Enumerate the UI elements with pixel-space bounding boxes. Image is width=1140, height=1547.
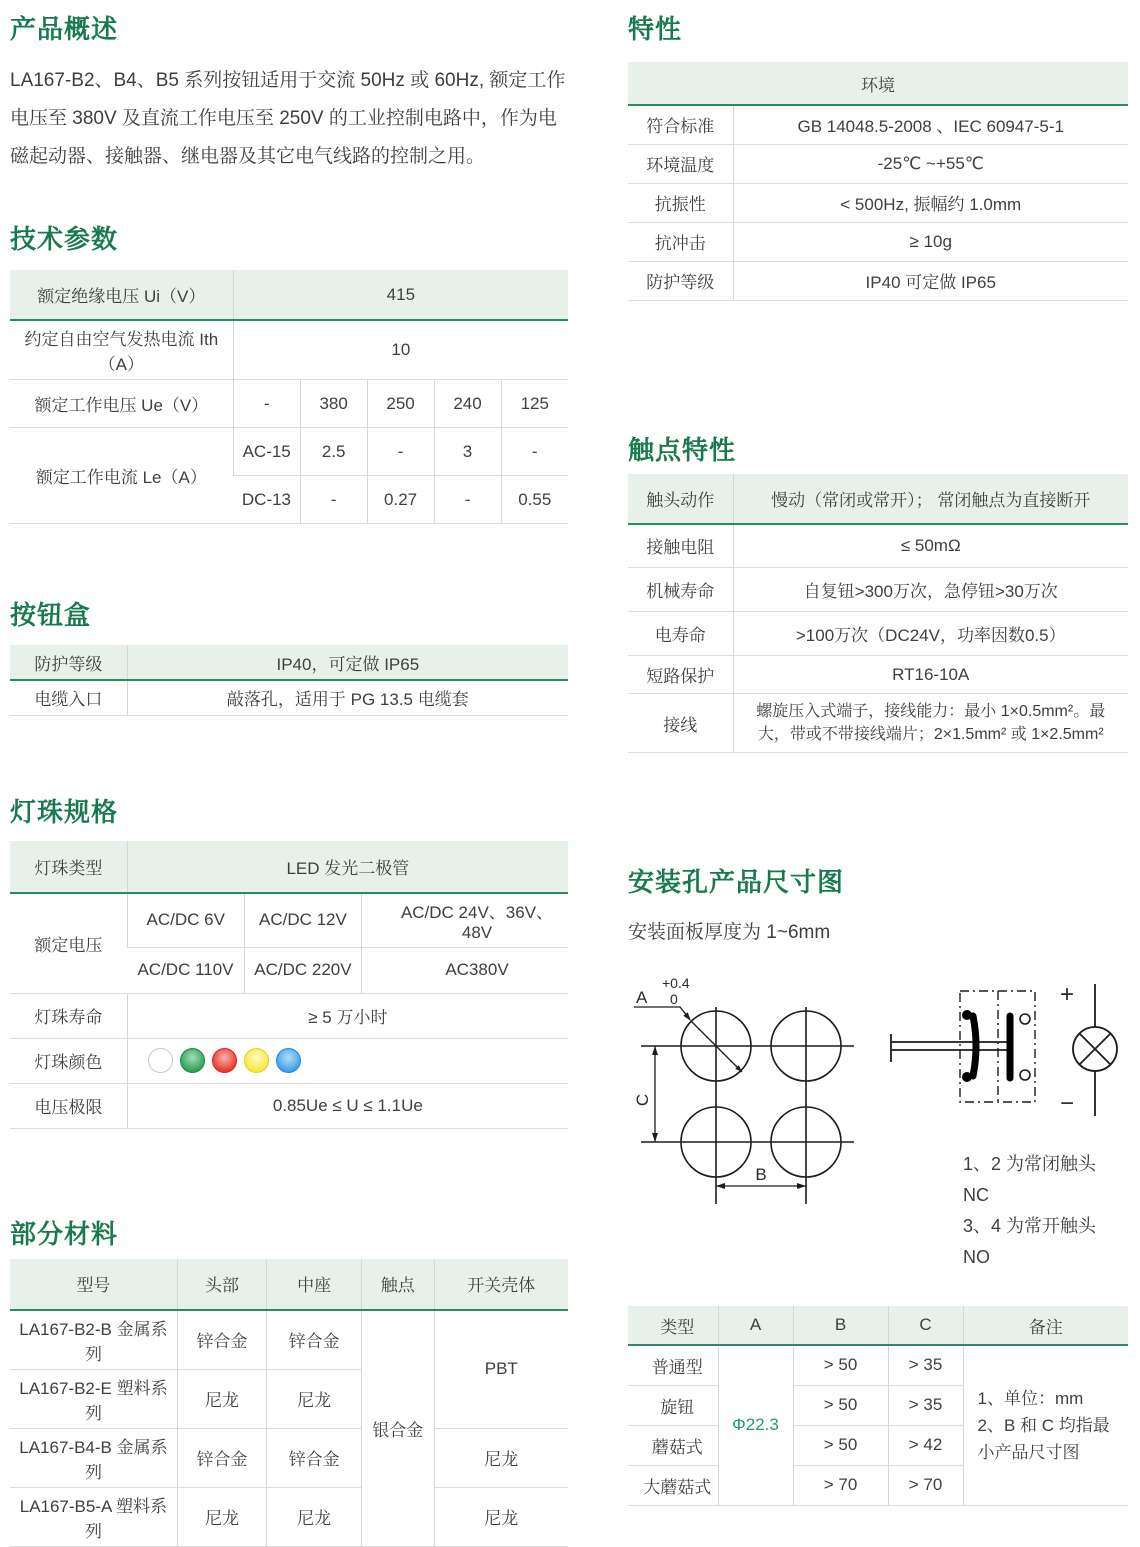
cell: 蘑菇式 [628, 1425, 718, 1465]
cell: 尼龙 [434, 1428, 568, 1487]
table-row [628, 183, 1128, 222]
cell: > 70 [793, 1465, 888, 1505]
row-label: 触头动作 [628, 474, 733, 524]
cell: LA167-B2-B 金属系列 [10, 1310, 177, 1370]
right-column [628, 12, 1128, 1547]
table-row [628, 524, 1128, 568]
table-row [10, 428, 568, 476]
dim-label-b: B [755, 1165, 767, 1184]
cell: 250 [367, 380, 434, 428]
plus-terminal-label: + [1059, 981, 1075, 1008]
minus-terminal-label: − [1059, 1090, 1075, 1117]
cell: 敲落孔，适用于 PG 13.5 电缆套 [127, 680, 568, 715]
features-table [628, 62, 1128, 301]
cell: 锌合金 [177, 1310, 266, 1370]
cell: 10 [233, 320, 568, 380]
row-label: 电压极限 [10, 1083, 127, 1128]
cell: 锌合金 [267, 1310, 362, 1370]
cell: > 35 [888, 1385, 963, 1425]
section-title-button-box: 按钮盒 [10, 600, 92, 630]
table-row [628, 144, 1128, 183]
section-title-led-spec: 灯珠规格 [10, 796, 119, 827]
cell: - [367, 428, 434, 476]
table-row [10, 841, 568, 893]
row-label: 灯珠颜色 [10, 1038, 127, 1083]
dimension-diagrams [628, 974, 1128, 1273]
caption-nc: 1、2 为常闭触头 NC [963, 1154, 1097, 1205]
row-label: 环境温度 [628, 144, 733, 183]
cell: -25℃ ~+55℃ [733, 144, 1128, 183]
cell: 0.55 [501, 476, 568, 524]
cell: AC-15 [233, 428, 300, 476]
cell: LA167-B5-A 塑料系列 [10, 1487, 177, 1546]
cell: DC-13 [233, 476, 300, 524]
row-label: 抗冲击 [628, 222, 733, 261]
table-row [628, 694, 1128, 753]
table-header-row [628, 1306, 1128, 1345]
table-row [10, 645, 568, 680]
cell: LA167-B2-E 塑料系列 [10, 1369, 177, 1428]
column-header: 头部 [177, 1259, 266, 1310]
cell: 普通型 [628, 1345, 718, 1385]
dim-tolerance-lower: 0 [670, 991, 678, 1007]
cell: IP40，可定做 IP65 [127, 645, 568, 680]
column-header: C [888, 1306, 963, 1345]
cell: LED 发光二极管 [127, 841, 568, 893]
cell: 银合金 [362, 1310, 435, 1547]
cell: ≥ 10g [733, 222, 1128, 261]
cell: 380 [300, 380, 367, 428]
table-row [628, 222, 1128, 261]
cell: 0.85Ue ≤ U ≤ 1.1Ue [127, 1083, 568, 1128]
product-overview-text: LA167-B2、B4、B5 系列按钮适用于交流 50Hz 或 60Hz, 额定工作电压至 380V 及直流工作电压至 250V 的工业控制电路中，作为电磁起动器、接触器、继电器及其它电气线路的控制之用。 [10, 70, 566, 167]
cell: 2.5 [300, 428, 367, 476]
led-color-dot-green [180, 1048, 205, 1073]
dim-label-c: C [633, 1093, 652, 1107]
cell: 尼龙 [177, 1487, 266, 1546]
led-color-dot-white [148, 1048, 173, 1073]
table-row [10, 680, 568, 715]
cell: - [501, 428, 568, 476]
table-row [10, 1428, 568, 1487]
column-header: B [793, 1306, 888, 1345]
left-column [10, 12, 568, 1547]
row-label: 符合标准 [628, 105, 733, 144]
section-title-features: 特性 [628, 14, 683, 44]
cell: 尼龙 [267, 1369, 362, 1428]
table-row [10, 893, 568, 948]
column-header: A [718, 1306, 793, 1345]
table-row [10, 380, 568, 428]
table-row [10, 1487, 568, 1546]
cell: > 35 [888, 1345, 963, 1385]
cell: 旋钮 [628, 1385, 718, 1425]
cell: 自复钮>300万次，急停钮>30万次 [733, 568, 1128, 612]
row-label: 接触电阻 [628, 524, 733, 568]
row-label: 额定工作电流 Le（A） [10, 428, 233, 524]
dim-tolerance-upper: +0.4 [662, 975, 690, 991]
cell: 尼龙 [177, 1369, 266, 1428]
led-color-dots [134, 1048, 562, 1073]
cell: ≤ 50mΩ [733, 524, 1128, 568]
cell: AC/DC 220V [244, 947, 361, 993]
row-label: 额定绝缘电压 Ui（V） [10, 270, 233, 320]
materials-table [10, 1259, 568, 1547]
cell: - [434, 476, 501, 524]
panel-thickness-note: 安装面板厚度为 1~6mm [628, 922, 831, 943]
row-label: 灯珠寿命 [10, 993, 127, 1038]
row-label: 额定工作电压 Ue（V） [10, 380, 233, 428]
cell: 415 [233, 270, 568, 320]
section-title-mounting-dimensions: 安装孔产品尺寸图 [628, 867, 845, 897]
contact-circuit-diagram [883, 974, 1128, 1126]
dim-label-a: A [636, 988, 648, 1007]
cell: > 50 [793, 1385, 888, 1425]
cell: < 500Hz, 振幅约 1.0mm [733, 183, 1128, 222]
cell: AC/DC 110V [127, 947, 244, 993]
row-label: 电缆入口 [10, 680, 127, 715]
contact-circuit-block [883, 974, 1113, 1273]
led-color-dot-blue [276, 1048, 301, 1073]
column-header: 型号 [10, 1259, 177, 1310]
remark-line: 1、单位：mm [977, 1388, 1084, 1408]
cell: AC/DC 6V [127, 893, 244, 948]
cell: 慢动（常闭或常开）； 常闭触点为直接断开 [733, 474, 1128, 524]
row-label: 机械寿命 [628, 568, 733, 612]
hole-diameter-value: Φ22.3 [718, 1345, 793, 1505]
cell: 125 [501, 380, 568, 428]
cell: 240 [434, 380, 501, 428]
nc-contact-symbol [973, 1016, 976, 1076]
button-box-table [10, 645, 568, 716]
remark-line: 2、B 和 C 均指最小产品尺寸图 [977, 1415, 1110, 1462]
cell: AC/DC 12V [244, 893, 361, 948]
column-header: 开关壳体 [434, 1259, 568, 1310]
contact-features-table [628, 474, 1128, 754]
led-color-dot-yellow [244, 1048, 269, 1073]
tech-params-table [10, 270, 568, 524]
section-title-tech-params: 技术参数 [10, 224, 119, 254]
table-row [10, 270, 568, 320]
table-row [628, 656, 1128, 694]
led-spec-table [10, 841, 568, 1129]
table-row [10, 320, 568, 380]
row-label: 约定自由空气发热电流 Ith（A） [10, 320, 233, 380]
table-row [628, 612, 1128, 656]
row-label: 防护等级 [10, 645, 127, 680]
cell: GB 14048.5-2008 、IEC 60947-5-1 [733, 105, 1128, 144]
row-label: 额定电压 [10, 893, 127, 994]
cell: 0.27 [367, 476, 434, 524]
cell: RT16-10A [733, 656, 1128, 694]
led-color-dot-red [212, 1048, 237, 1073]
row-label: 抗振性 [628, 183, 733, 222]
column-header: 触点 [362, 1259, 435, 1310]
caption-no: 3、4 为常开触头 NO [963, 1216, 1097, 1267]
cell: 锌合金 [177, 1428, 266, 1487]
cell: 尼龙 [267, 1487, 362, 1546]
led-color-cell [127, 1038, 568, 1083]
column-header: 类型 [628, 1306, 718, 1345]
table-row [10, 993, 568, 1038]
mounting-dimensions-table [628, 1306, 1128, 1506]
cell: > 50 [793, 1345, 888, 1385]
mounting-hole-diagram [628, 974, 898, 1246]
row-label: 接线 [628, 694, 733, 753]
column-header: 中座 [267, 1259, 362, 1310]
cell: AC380V [362, 947, 568, 993]
table-header-row [10, 1259, 568, 1310]
cell: 锌合金 [267, 1428, 362, 1487]
table-row [628, 261, 1128, 300]
table-row [10, 1083, 568, 1128]
cell: LA167-B4-B 金属系列 [10, 1428, 177, 1487]
cell: 螺旋压入式端子，接线能力：最小 1×0.5mm²。最大，带或不带接线端片；2×1.5mm² 或 1×2.5mm² [733, 694, 1128, 753]
cell: IP40 可定做 IP65 [733, 261, 1128, 300]
table-row [628, 568, 1128, 612]
table-header-row [628, 62, 1128, 105]
cell: - [300, 476, 367, 524]
cell: 大蘑菇式 [628, 1465, 718, 1505]
cell: 尼龙 [434, 1487, 568, 1546]
column-header: 环境 [628, 62, 1128, 105]
table-row [10, 1310, 568, 1370]
cell: PBT [434, 1310, 568, 1429]
section-title-materials: 部分材料 [10, 1218, 119, 1249]
table-row [10, 1038, 568, 1083]
cell: ≥ 5 万小时 [127, 993, 568, 1038]
row-label: 灯珠类型 [10, 841, 127, 893]
cell: - [233, 380, 300, 428]
cell: > 42 [888, 1425, 963, 1465]
cell: >100万次（DC24V，功率因数0.5） [733, 612, 1128, 656]
table-row [628, 1345, 1128, 1385]
remark-cell [963, 1345, 1128, 1505]
cell: 3 [434, 428, 501, 476]
section-title-contact-features: 触点特性 [628, 434, 737, 465]
row-label: 防护等级 [628, 261, 733, 300]
row-label: 电寿命 [628, 612, 733, 656]
table-row [628, 105, 1128, 144]
cell: > 70 [888, 1465, 963, 1505]
cell: AC/DC 24V、36V、48V [362, 893, 568, 948]
contact-captions [963, 1149, 1113, 1273]
row-label: 短路保护 [628, 656, 733, 694]
cell: > 50 [793, 1425, 888, 1465]
column-header: 备注 [963, 1306, 1128, 1345]
table-header-row [628, 474, 1128, 524]
section-title-product-overview: 产品概述 [10, 14, 119, 44]
